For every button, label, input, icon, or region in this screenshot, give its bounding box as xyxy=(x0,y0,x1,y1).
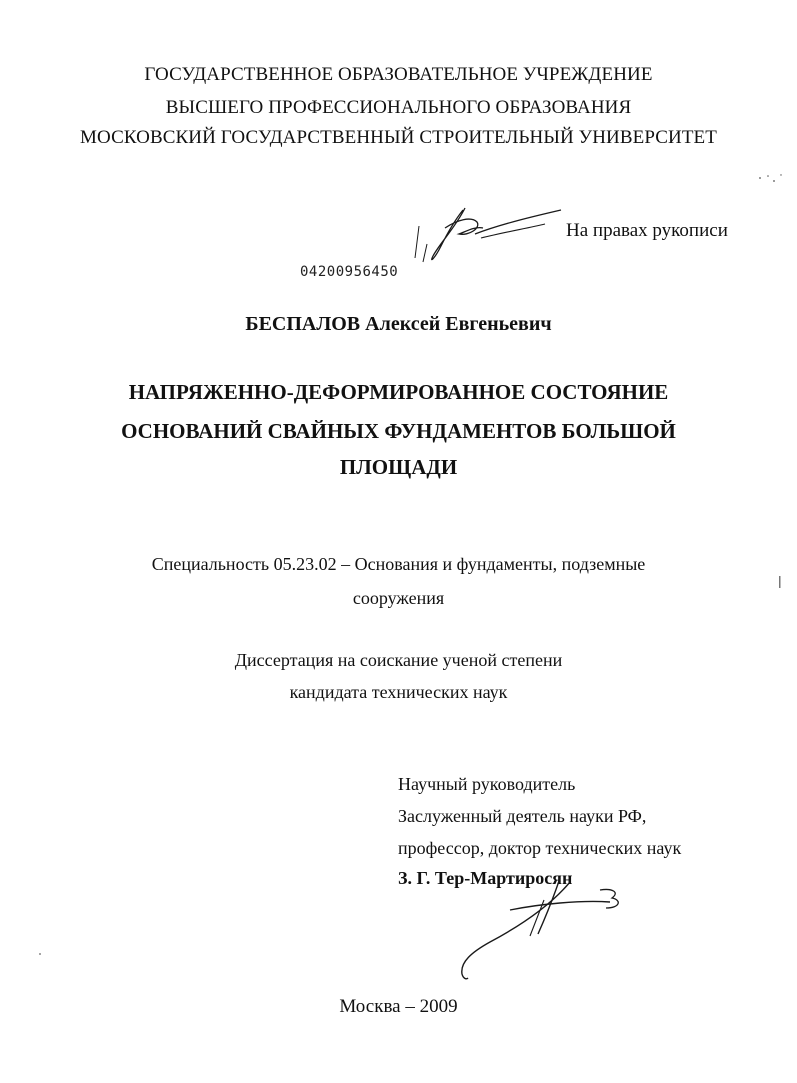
specialty-line-2: сооружения xyxy=(352,588,445,608)
title-line-1: НАПРЯЖЕННО-ДЕФОРМИРОВАННОЕ СОСТОЯНИЕ xyxy=(128,380,669,404)
title-line-2: ОСНОВАНИЙ СВАЙНЫХ ФУНДАМЕНТОВ БОЛЬШОЙ xyxy=(121,419,676,443)
author-name: БЕСПАЛОВ Алексей Евгеньевич xyxy=(245,313,552,335)
catalog-code: 04200956450 xyxy=(300,264,399,280)
city-year: Москва – 2009 xyxy=(339,996,458,1017)
institution-line-2: ВЫСШЕГО ПРОФЕССИОНАЛЬНОГО ОБРАЗОВАНИЯ xyxy=(165,97,632,118)
advisor-degree: профессор, доктор технических наук xyxy=(398,838,682,858)
advisor-role: Научный руководитель xyxy=(398,774,576,794)
institution-line-1: ГОСУДАРСТВЕННОЕ ОБРАЗОВАТЕЛЬНОЕ УЧРЕЖДЕНИЕ xyxy=(144,64,653,85)
advisor-honor: Заслуженный деятель науки РФ, xyxy=(398,806,647,826)
dissertation-line-2: кандидата технических наук xyxy=(289,682,508,702)
rights-note: На правах рукописи xyxy=(566,220,728,241)
institution-line-3: МОСКОВСКИЙ ГОСУДАРСТВЕННЫЙ СТРОИТЕЛЬНЫЙ УНИВЕРСИТЕТ xyxy=(80,127,717,148)
specialty-line-1: Специальность 05.23.02 – Основания и фундаменты, подземные xyxy=(151,554,646,574)
title-line-3: ПЛОЩАДИ xyxy=(339,455,458,479)
advisor-name: З. Г. Тер-Мартиросян xyxy=(398,868,573,888)
advisor-signature xyxy=(450,870,650,990)
dissertation-line-1: Диссертация на соискание ученой степени xyxy=(234,650,563,670)
